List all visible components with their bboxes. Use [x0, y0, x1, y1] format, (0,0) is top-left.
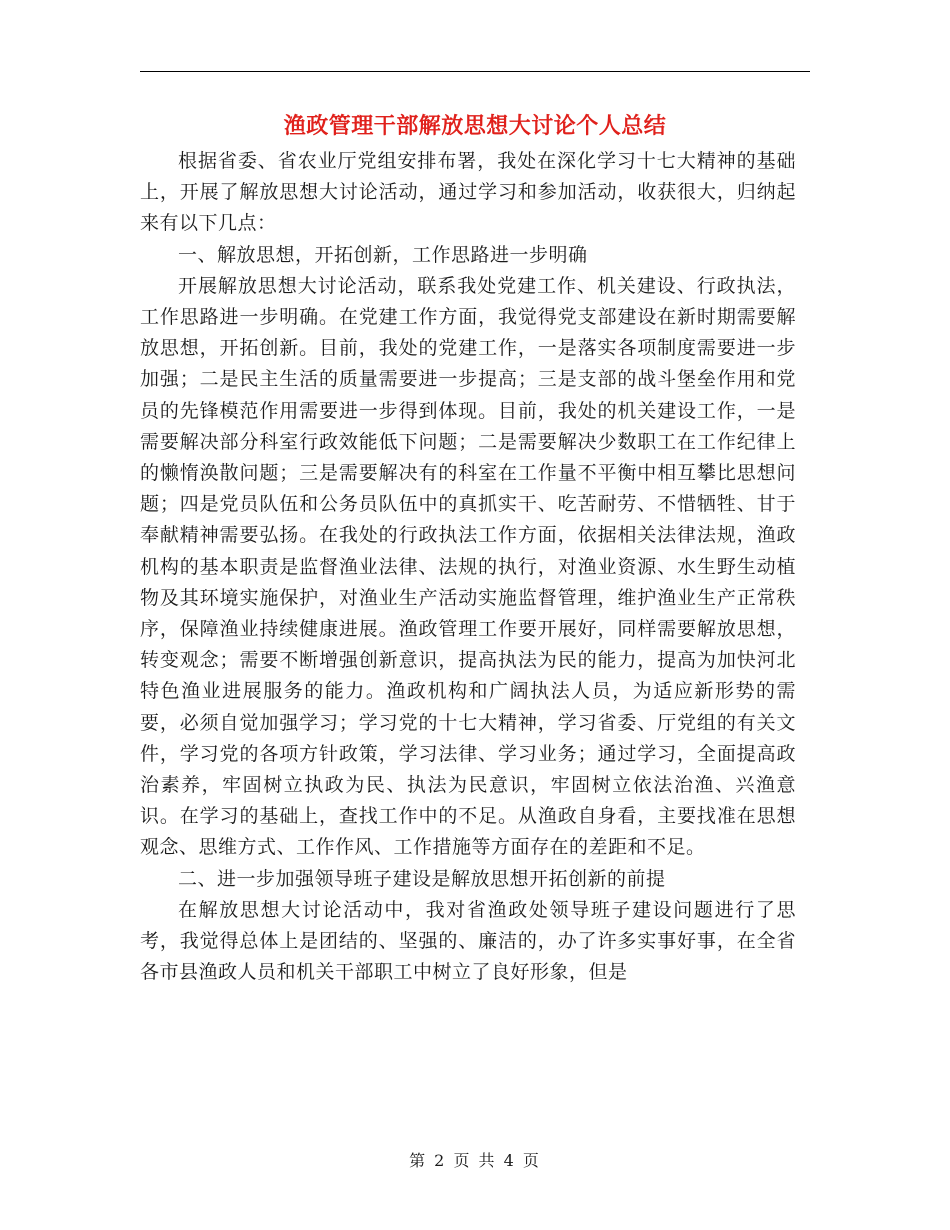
header-rule — [140, 71, 810, 72]
document-body — [140, 146, 796, 988]
paragraph-intro: 根据省委、省农业厅党组安排布署，我处在深化学习十七大精神的基础上，开展了解放思想大讨论活动，通过学习和参加活动，收获很大，归纳起来有以下几点： — [140, 150, 796, 235]
section-heading-2: 二、进一步加强领导班子建设是解放思想开拓创新的前提 — [178, 867, 666, 890]
document-title: 渔政管理干部解放思想大讨论个人总结 — [283, 113, 667, 139]
paragraph-section-1: 开展解放思想大讨论活动，联系我处党建工作、机关建设、行政执法，工作思路进一步明确。在党建工作方面，我觉得党支部建设在新时期需要解放思想，开拓创新。目前，我处的党建工作，一是落实各项制度需要进一步加强；二是民主生活的质量需要进一步提高；三是支部的战斗堡垒作用和党员的先锋模范作用需要进一步得到体现。目前，我处的机关建设工作，一是需要解决部分科室行政效能低下问题；二是需要解决少数职工在工作纪律上的懒惰涣散问题；三是需要解决有的科室在工作量不平衡中相互攀比思想问题；四是党员队伍和公务员队伍中的真抓实干、吃苦耐劳、不惜牺牲、甘于奉献精神需要弘扬。在我处的行政执法工作方面，依据相关法律法规，渔政机构的基本职责是监督渔业法律、法规的执行，对渔业资源、水生野生动植物及其环境实施保护，对渔业生产活动实施监督管理，维护渔业生产正常秩序，保障渔业持续健康进展。渔政管理工作要开展好，同样需要解放思想，转变观念；需要不断增强创新意识，提高执法为民的能力，提高为加快河北特色渔业进展服务的能力。渔政机构和广阔执法人员，为适应新形势的需要，必须自觉加强学习；学习党的十七大精神，学习省委、厅党组的有关文件，学习党的各项方针政策，学习法律、学习业务；通过学习，全面提高政治素养，牢固树立执政为民、执法为民意识，牢固树立依法治渔、兴渔意识。在学习的基础上，查找工作中的不足。从渔政自身看，主要找准在思想观念、思维方式、工作作风、工作措施等方面存在的差距和不足。 — [140, 274, 796, 859]
page-footer: 第 2 页 共 4 页 — [409, 1151, 541, 1170]
paragraph-section-2: 在解放思想大讨论活动中，我对省渔政处领导班子建设问题进行了思考，我觉得总体上是团结的、坚强的、廉洁的，办了许多实事好事，在全省各市县渔政人员和机关干部职工中树立了良好形象，但是 — [140, 898, 796, 984]
section-heading-1: 一、解放思想，开拓创新，工作思路进一步明确 — [178, 243, 588, 266]
